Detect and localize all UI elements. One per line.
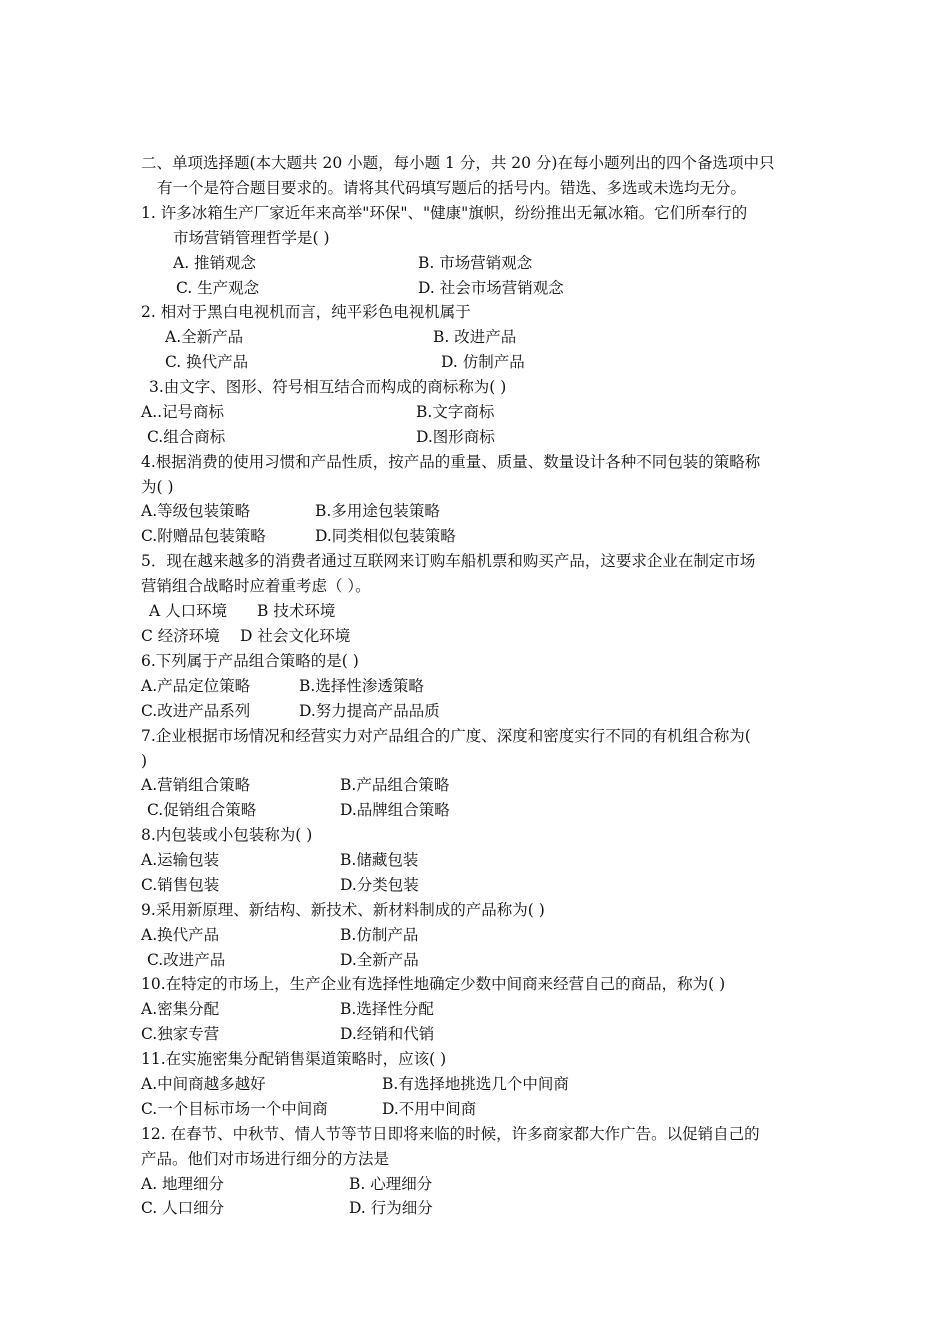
question-4-stem-line-2: 为( ) <box>141 478 174 496</box>
question-6-stem-line-1: 6.下列属于产品组合策略的是( ) <box>141 652 359 670</box>
question-9-stem-line-1: 9.采用新原理、新结构、新技术、新材料制成的产品称为( ) <box>141 901 545 919</box>
question-2-option-d: D. 仿制产品 <box>441 353 525 371</box>
question-10-option-d: D.经销和代销 <box>340 1025 435 1043</box>
question-3-option-b: B.文字商标 <box>416 403 495 421</box>
section-heading-line-1: 二、单项选择题(本大题共 20 小题，每小题 1 分，共 20 分)在每小题列出的四个备选项中只 <box>141 154 775 172</box>
question-5-option-a: A 人口环境 <box>149 602 228 620</box>
question-5-option-b: B 技术环境 <box>257 602 336 620</box>
section-heading-line-2: 有一个是符合题目要求的。请将其代码填写题后的括号内。错选、多选或未选均无分。 <box>157 179 747 197</box>
question-8-option-d: D.分类包装 <box>340 876 419 894</box>
question-9-option-d: D.全新产品 <box>340 951 419 969</box>
question-5-stem-line-2: 营销组合战略时应着重考虑（ ）。 <box>141 577 371 595</box>
question-2-stem-line-1: 2. 相对于黑白电视机而言，纯平彩色电视机属于 <box>141 303 471 321</box>
question-9-option-a: A.换代产品 <box>141 926 220 944</box>
question-2-option-c: C. 换代产品 <box>165 353 249 371</box>
question-6-option-b: B.选择性渗透策略 <box>299 677 424 695</box>
question-7-option-b: B.产品组合策略 <box>340 776 450 794</box>
question-3-option-a: A..记号商标 <box>141 403 225 421</box>
question-4-option-c: C.附赠品包装策略 <box>141 527 266 545</box>
question-5-option-c: C 经济环境 <box>141 627 220 645</box>
question-1-option-c: C. 生产观念 <box>176 279 260 297</box>
question-1-option-a: A. 推销观念 <box>173 254 257 272</box>
question-12-option-a: A. 地理细分 <box>141 1175 225 1193</box>
question-3-option-c: C.组合商标 <box>147 428 226 446</box>
question-4-option-d: D.同类相似包装策略 <box>315 527 456 545</box>
question-2-option-a: A.全新产品 <box>165 328 244 346</box>
question-12-option-d: D. 行为细分 <box>349 1199 433 1217</box>
question-11-option-b: B.有选择地挑选几个中间商 <box>382 1075 569 1093</box>
question-12-option-b: B. 心理细分 <box>349 1175 433 1193</box>
question-4-option-b: B.多用途包装策略 <box>315 502 440 520</box>
question-5-option-d: D 社会文化环境 <box>240 627 351 645</box>
question-10-option-a: A.密集分配 <box>141 1000 220 1018</box>
question-10-option-b: B.选择性分配 <box>340 1000 434 1018</box>
question-12-option-c: C. 人口细分 <box>141 1199 225 1217</box>
question-11-option-a: A.中间商越多越好 <box>141 1075 266 1093</box>
question-7-option-d: D.品牌组合策略 <box>340 801 450 819</box>
question-10-stem-line-1: 10.在特定的市场上，生产企业有选择性地确定少数中间商来经营自己的商品，称为( ) <box>141 975 726 993</box>
question-1-stem-line-1: 1. 许多冰箱生产厂家近年来高举"环保"、"健康"旗帜，纷纷推出无氟冰箱。它们所奉行的 <box>141 204 748 222</box>
question-2-option-b: B. 改进产品 <box>433 328 517 346</box>
question-7-stem-line-1: 7.企业根据市场情况和经营实力对产品组合的广度、深度和密度实行不同的有机组合称为( <box>141 727 751 745</box>
question-10-option-c: C.独家专营 <box>141 1025 220 1043</box>
question-8-option-b: B.储藏包装 <box>340 851 419 869</box>
question-1-option-b: B. 市场营销观念 <box>418 254 533 272</box>
question-6-option-c: C.改进产品系列 <box>141 702 251 720</box>
question-12-stem-line-2: 产品。他们对市场进行细分的方法是 <box>141 1150 390 1168</box>
question-3-stem-line-1: 3.由文字、图形、符号相互结合而构成的商标称为( ) <box>149 378 507 396</box>
question-8-option-a: A.运输包装 <box>141 851 220 869</box>
question-1-stem-line-2: 市场营销管理哲学是( ) <box>173 229 330 247</box>
question-8-stem-line-1: 8.内包装或小包装称为( ) <box>141 826 313 844</box>
question-7-option-c: C.促销组合策略 <box>147 801 257 819</box>
question-5-stem-line-1: 5．现在越来越多的消费者通过互联网来订购车船机票和购买产品，这要求企业在制定市场 <box>141 552 756 570</box>
question-3-option-d: D.图形商标 <box>416 428 495 446</box>
question-11-stem-line-1: 11.在实施密集分配销售渠道策略时，应该( ) <box>141 1050 447 1068</box>
question-4-option-a: A.等级包装策略 <box>141 502 251 520</box>
question-11-option-d: D.不用中间商 <box>382 1100 477 1118</box>
question-7-stem-line-2: ) <box>141 752 148 770</box>
question-8-option-c: C.销售包装 <box>141 876 220 894</box>
question-9-option-c: C.改进产品 <box>147 951 226 969</box>
question-1-option-d: D. 社会市场营销观念 <box>418 279 564 297</box>
question-11-option-c: C.一个目标市场一个中间商 <box>141 1100 328 1118</box>
question-12-stem-line-1: 12. 在春节、中秋节、情人节等节日即将来临的时候，许多商家都大作广告。以促销自己的 <box>141 1125 760 1143</box>
question-4-stem-line-1: 4.根据消费的使用习惯和产品性质，按产品的重量、质量、数量设计各种不同包装的策略称 <box>141 453 761 471</box>
question-7-option-a: A.营销组合策略 <box>141 776 251 794</box>
question-6-option-a: A.产品定位策略 <box>141 677 251 695</box>
question-6-option-d: D.努力提高产品品质 <box>299 702 440 720</box>
question-9-option-b: B.仿制产品 <box>340 926 419 944</box>
